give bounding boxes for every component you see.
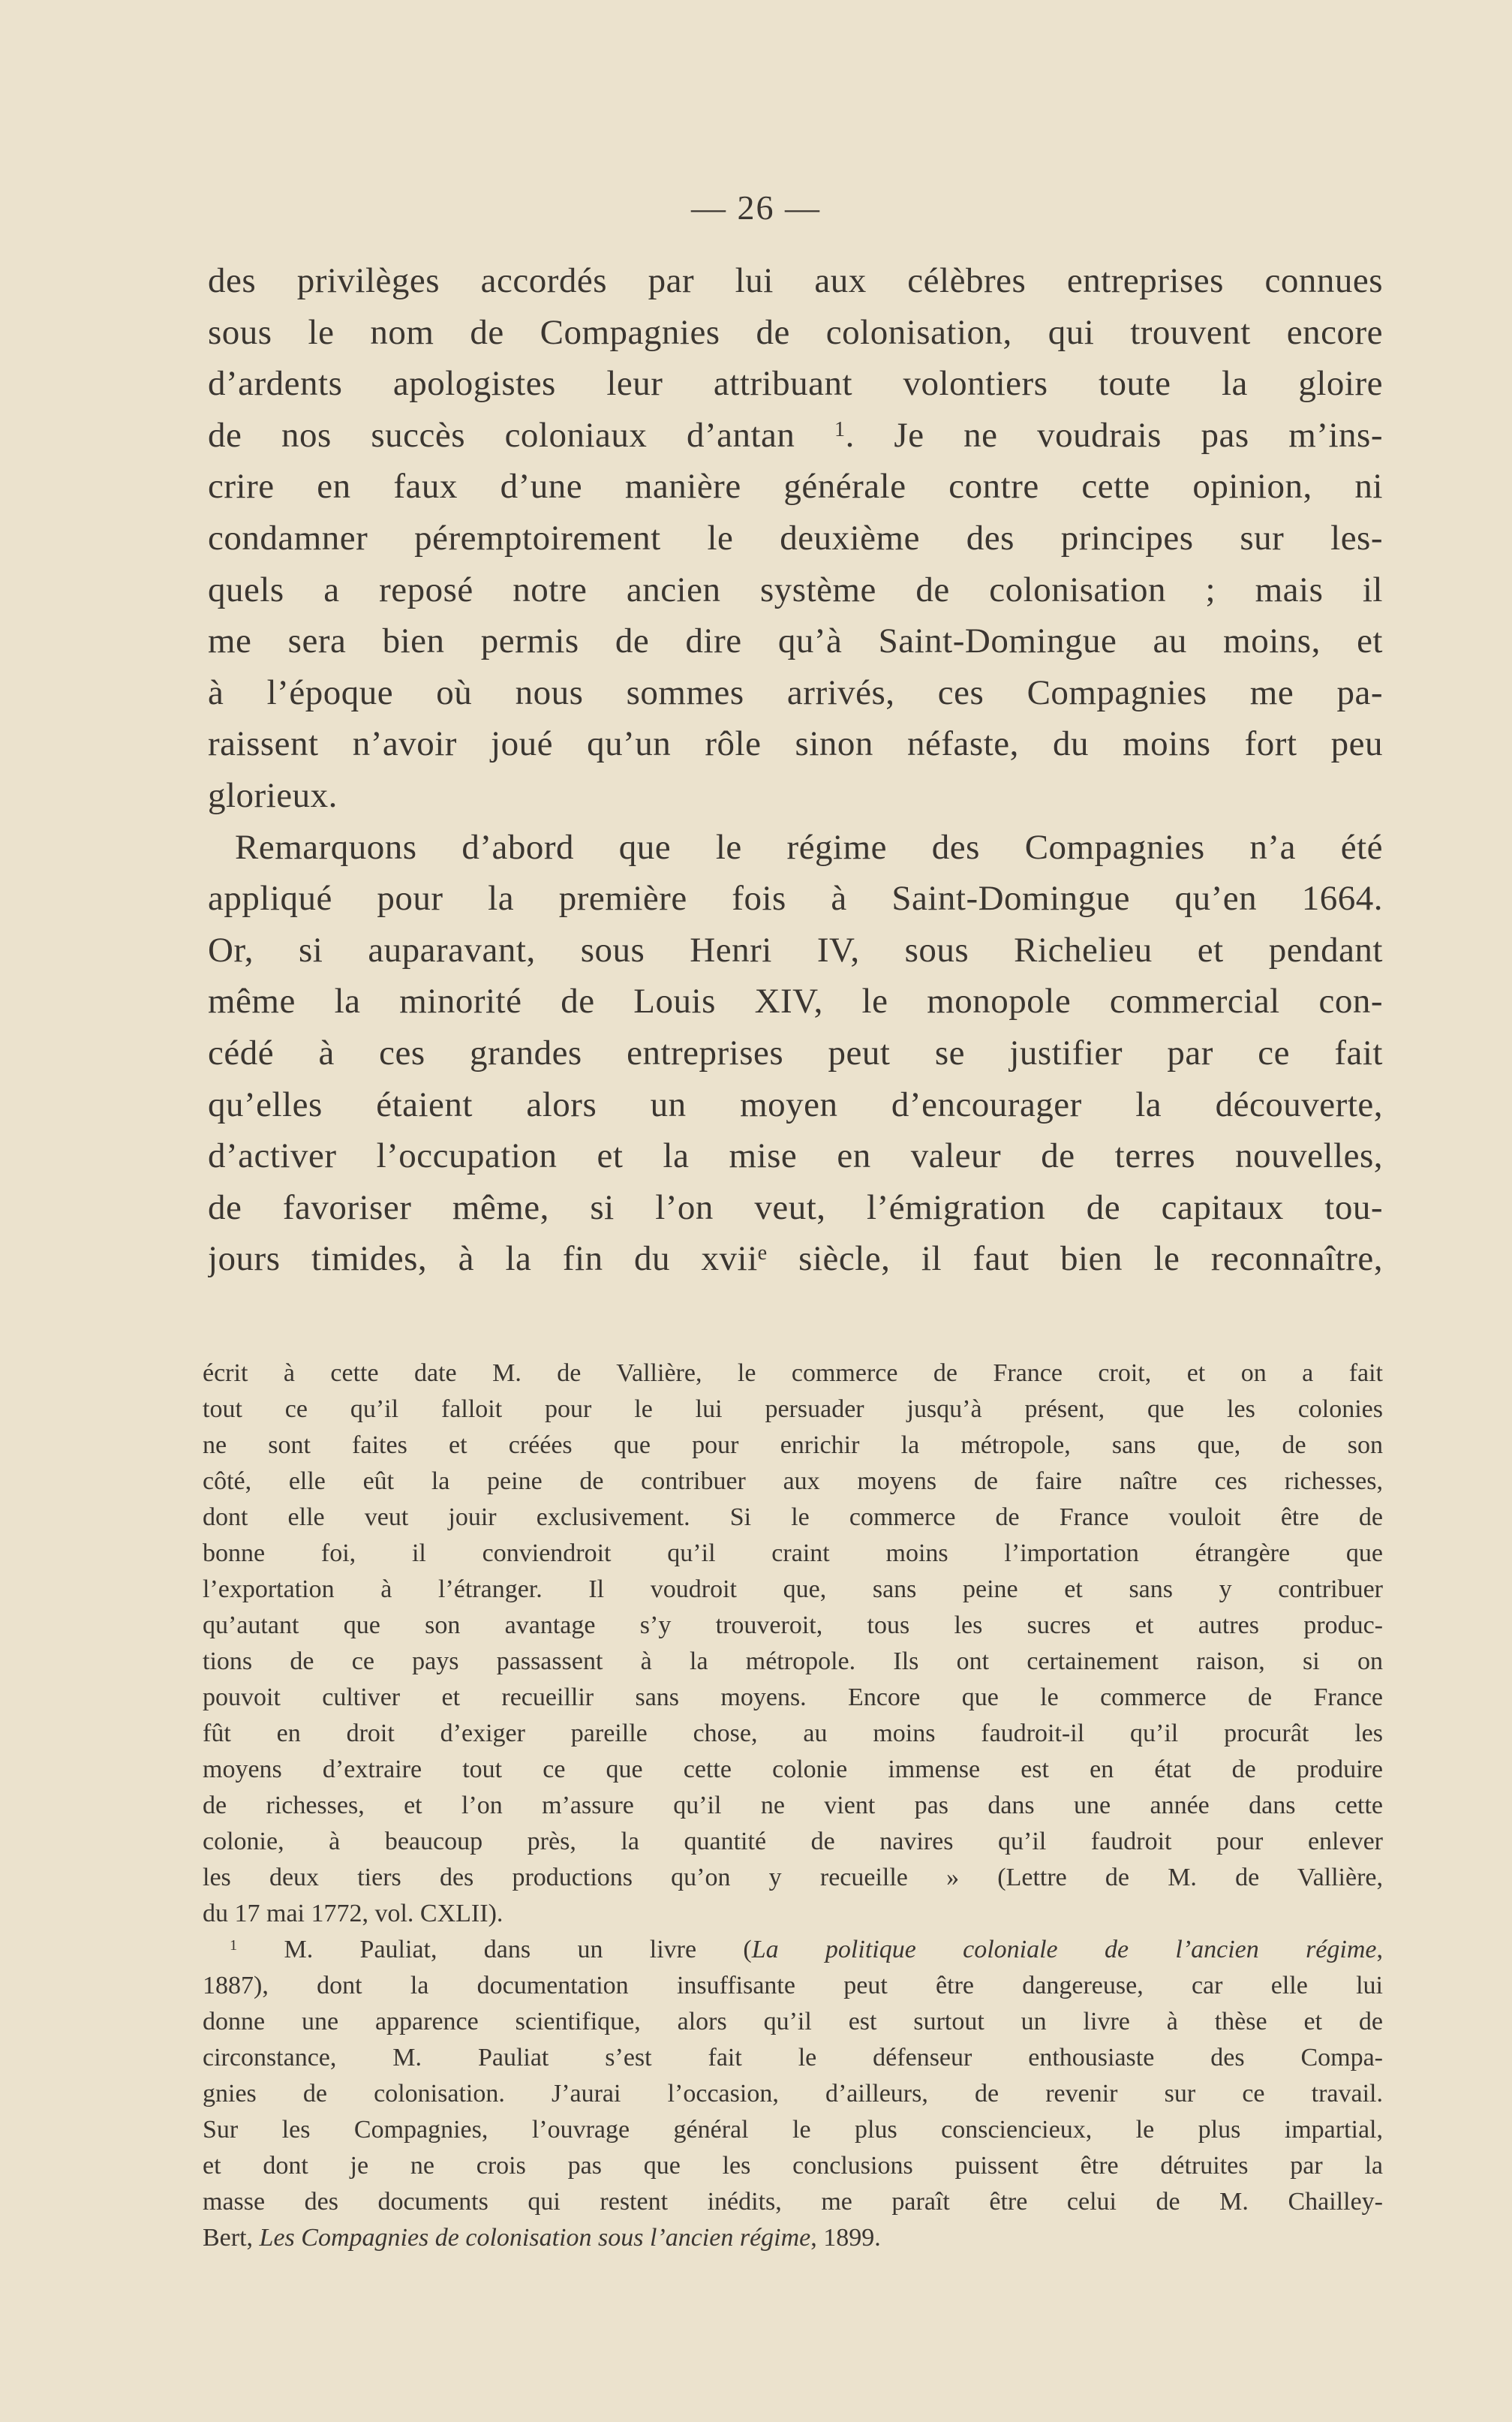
text-run: à l’époque où nous sommes arrivés, ces Compagnies me pa- [208,672,1383,712]
footnote-line [203,1752,1383,1788]
text-run: des privilèges accordés par lui aux célèbres entreprises connues [208,261,1383,300]
text-run: , 1899. [810,2224,881,2252]
text-run: , [1376,1936,1383,1963]
text-run: écrit à cette date M. de Vallière, le commerce de France croit, et on a fait [203,1359,1383,1387]
text-run: jours timides, à la fin du xvii [208,1239,758,1279]
footnote-line [203,2040,1383,2076]
text-run: de nos succès coloniaux d’antan [208,415,834,455]
text-run: raissent n’avoir joué qu’un rôle sinon néfaste, du moins fort peu [208,724,1383,764]
text-run: et dont je ne crois pas que les conclusions puissent être détruites par la [203,2152,1383,2180]
text-run: moyens d’extraire tout ce que cette colonie immense est en état de produire [203,1756,1383,1783]
body-line [208,1027,1383,1079]
italic-title: Les Compagnies de colonisation sous l’ancien régime [259,2224,811,2252]
text-run: . Je ne voudrais pas m’ins- [845,415,1383,455]
footnote-line [203,1716,1383,1752]
text-run: Remarquons d’abord que le régime des Compagnies n’a été [235,827,1383,867]
text-run: circonstance, M. Pauliat s’est fait le défenseur enthousiaste des Compa- [203,2044,1383,2071]
footnote-line [203,1355,1383,1392]
text-run: fût en droit d’exiger pareille chose, au moins faudroit-il qu’il procurât les [203,1719,1383,1747]
footnote-line [203,1680,1383,1716]
body-line [208,1079,1383,1131]
text-run: de favoriser même, si l’on veut, l’émigration de capitaux tou- [208,1187,1383,1227]
text-run: tions de ce pays passassent à la métropole. Ils ont certainement raison, si on [203,1647,1383,1675]
body-line [208,873,1383,925]
body-line [208,822,1383,874]
footnote-line [203,2076,1383,2112]
text-run: pouvoit cultiver et recueillir sans moyens. Encore que le commerce de France [203,1683,1383,1711]
text-run: de richesses, et l’on m’assure qu’il ne vient pas dans une année dans cette [203,1792,1383,1819]
text-run: d’activer l’occupation et la mise en valeur de terres nouvelles, [208,1136,1383,1176]
footnote-line [203,1464,1383,1500]
footnote-line [203,1860,1383,1896]
footnote-marker: 1 [834,417,846,441]
footnote-line [203,1536,1383,1572]
body-line [208,925,1383,976]
footnotes [203,1355,1383,2256]
text-run: bonne foi, il conviendroit qu’il craint moins l’importation étrangère que [203,1539,1383,1567]
footnote-line [203,1392,1383,1428]
body-line [208,461,1383,513]
footnote-line [203,1428,1383,1464]
text-run: colonie, à beaucoup près, la quantité de navires qu’il faudroit pour enlever [203,1828,1383,1855]
footnote-line [203,1968,1383,2004]
footnote-line [203,2112,1383,2148]
text-run: l’exportation à l’étranger. Il voudroit que, sans peine et sans y contribuer [203,1575,1383,1603]
text-run: quels a reposé notre ancien système de colonisation ; mais il [208,570,1383,609]
text-run: qu’elles étaient alors un moyen d’encourager la découverte, [208,1085,1383,1124]
footnote-line [203,1572,1383,1608]
body-line [208,615,1383,667]
text-run: cédé à ces grandes entreprises peut se justifier par ce fait [208,1033,1383,1073]
text-run: du 17 mai 1772, vol. CXLII). [203,1900,503,1927]
body-line [208,255,1383,307]
body-line [208,1233,1383,1285]
body-line [208,770,1383,822]
text-run: côté, elle eût la peine de contribuer aux moyens de faire naître ces richesses, [203,1467,1383,1495]
text-run: les deux tiers des productions qu’on y recueille » (Lettre de M. de Vallière, [203,1864,1383,1891]
footnote-line [203,2184,1383,2220]
body-line [208,513,1383,564]
text-run: 1887), dont la documentation insuffisante peut être dangereuse, car elle lui [203,1972,1383,1999]
text-run: donne une apparence scientifique, alors qu’il est surtout un livre à thèse et de [203,2008,1383,2035]
footnote-line [203,1824,1383,1860]
text-run: appliqué pour la première fois à Saint-Domingue qu’en 1664. [208,879,1383,919]
text-run: ne sont faites et créées que pour enrichir la métropole, sans que, de son [203,1431,1383,1459]
body-line [208,718,1383,770]
footnote-marker: e [757,1241,768,1265]
text-run: Or, si auparavant, sous Henri IV, sous Richelieu et pendant [208,930,1383,970]
body-line [208,976,1383,1027]
footnote-marker: 1 [230,1936,238,1954]
text-run: qu’autant que son avantage s’y trouveroit, tous les sucres et autres produc- [203,1611,1383,1639]
body-line [208,358,1383,410]
text-run: masse des documents qui restent inédits, me paraît être celui de M. Chailley- [203,2188,1383,2216]
italic-title: La politique coloniale de l’ancien régime [751,1936,1377,1963]
body-line [208,307,1383,359]
text-run: M. Pauliat, dans un livre ( [237,1936,752,1963]
text-run: tout ce qu’il falloit pour le lui persuader jusqu’à présent, que les colonies [203,1395,1383,1423]
footnote-line [203,2004,1383,2040]
text-run: crire en faux d’une manière générale contre cette opinion, ni [208,467,1383,507]
footnote-line [203,2148,1383,2184]
footnote-line [203,2220,1383,2256]
text-run: me sera bien permis de dire qu’à Saint-Domingue au moins, et [208,621,1383,661]
main-text [208,255,1383,1285]
text-run: glorieux. [208,775,338,815]
text-run: Sur les Compagnies, l’ouvrage général le plus consciencieux, le plus impartial, [203,2116,1383,2144]
text-run: même la minorité de Louis XIV, le monopole commercial con- [208,982,1383,1021]
text-run: sous le nom de Compagnies de colonisation, qui trouvent encore [208,312,1383,352]
footnote-line [203,1896,1383,1932]
footnote-line [203,1608,1383,1644]
footnote-line [203,1932,1383,1968]
text-run: dont elle veut jouir exclusivement. Si le commerce de France vouloit être de [203,1503,1383,1531]
body-line [208,564,1383,616]
footnote-line [203,1644,1383,1680]
text-run: Bert, [203,2224,260,2252]
text-run: siècle, il faut bien le reconnaître, [767,1239,1383,1279]
footnote-line [203,1788,1383,1824]
footnote-line [203,1500,1383,1536]
body-line [208,410,1383,462]
text-run: gnies de colonisation. J’aurai l’occasion, d’ailleurs, de revenir sur ce travail. [203,2080,1383,2108]
body-line [208,667,1383,719]
text-run: condamner péremptoirement le deuxième des principes sur les- [208,518,1383,558]
text-run: d’ardents apologistes leur attribuant volontiers toute la gloire [208,364,1383,404]
body-line [208,1182,1383,1234]
page-number: — 26 — [691,188,821,227]
body-line [208,1130,1383,1182]
